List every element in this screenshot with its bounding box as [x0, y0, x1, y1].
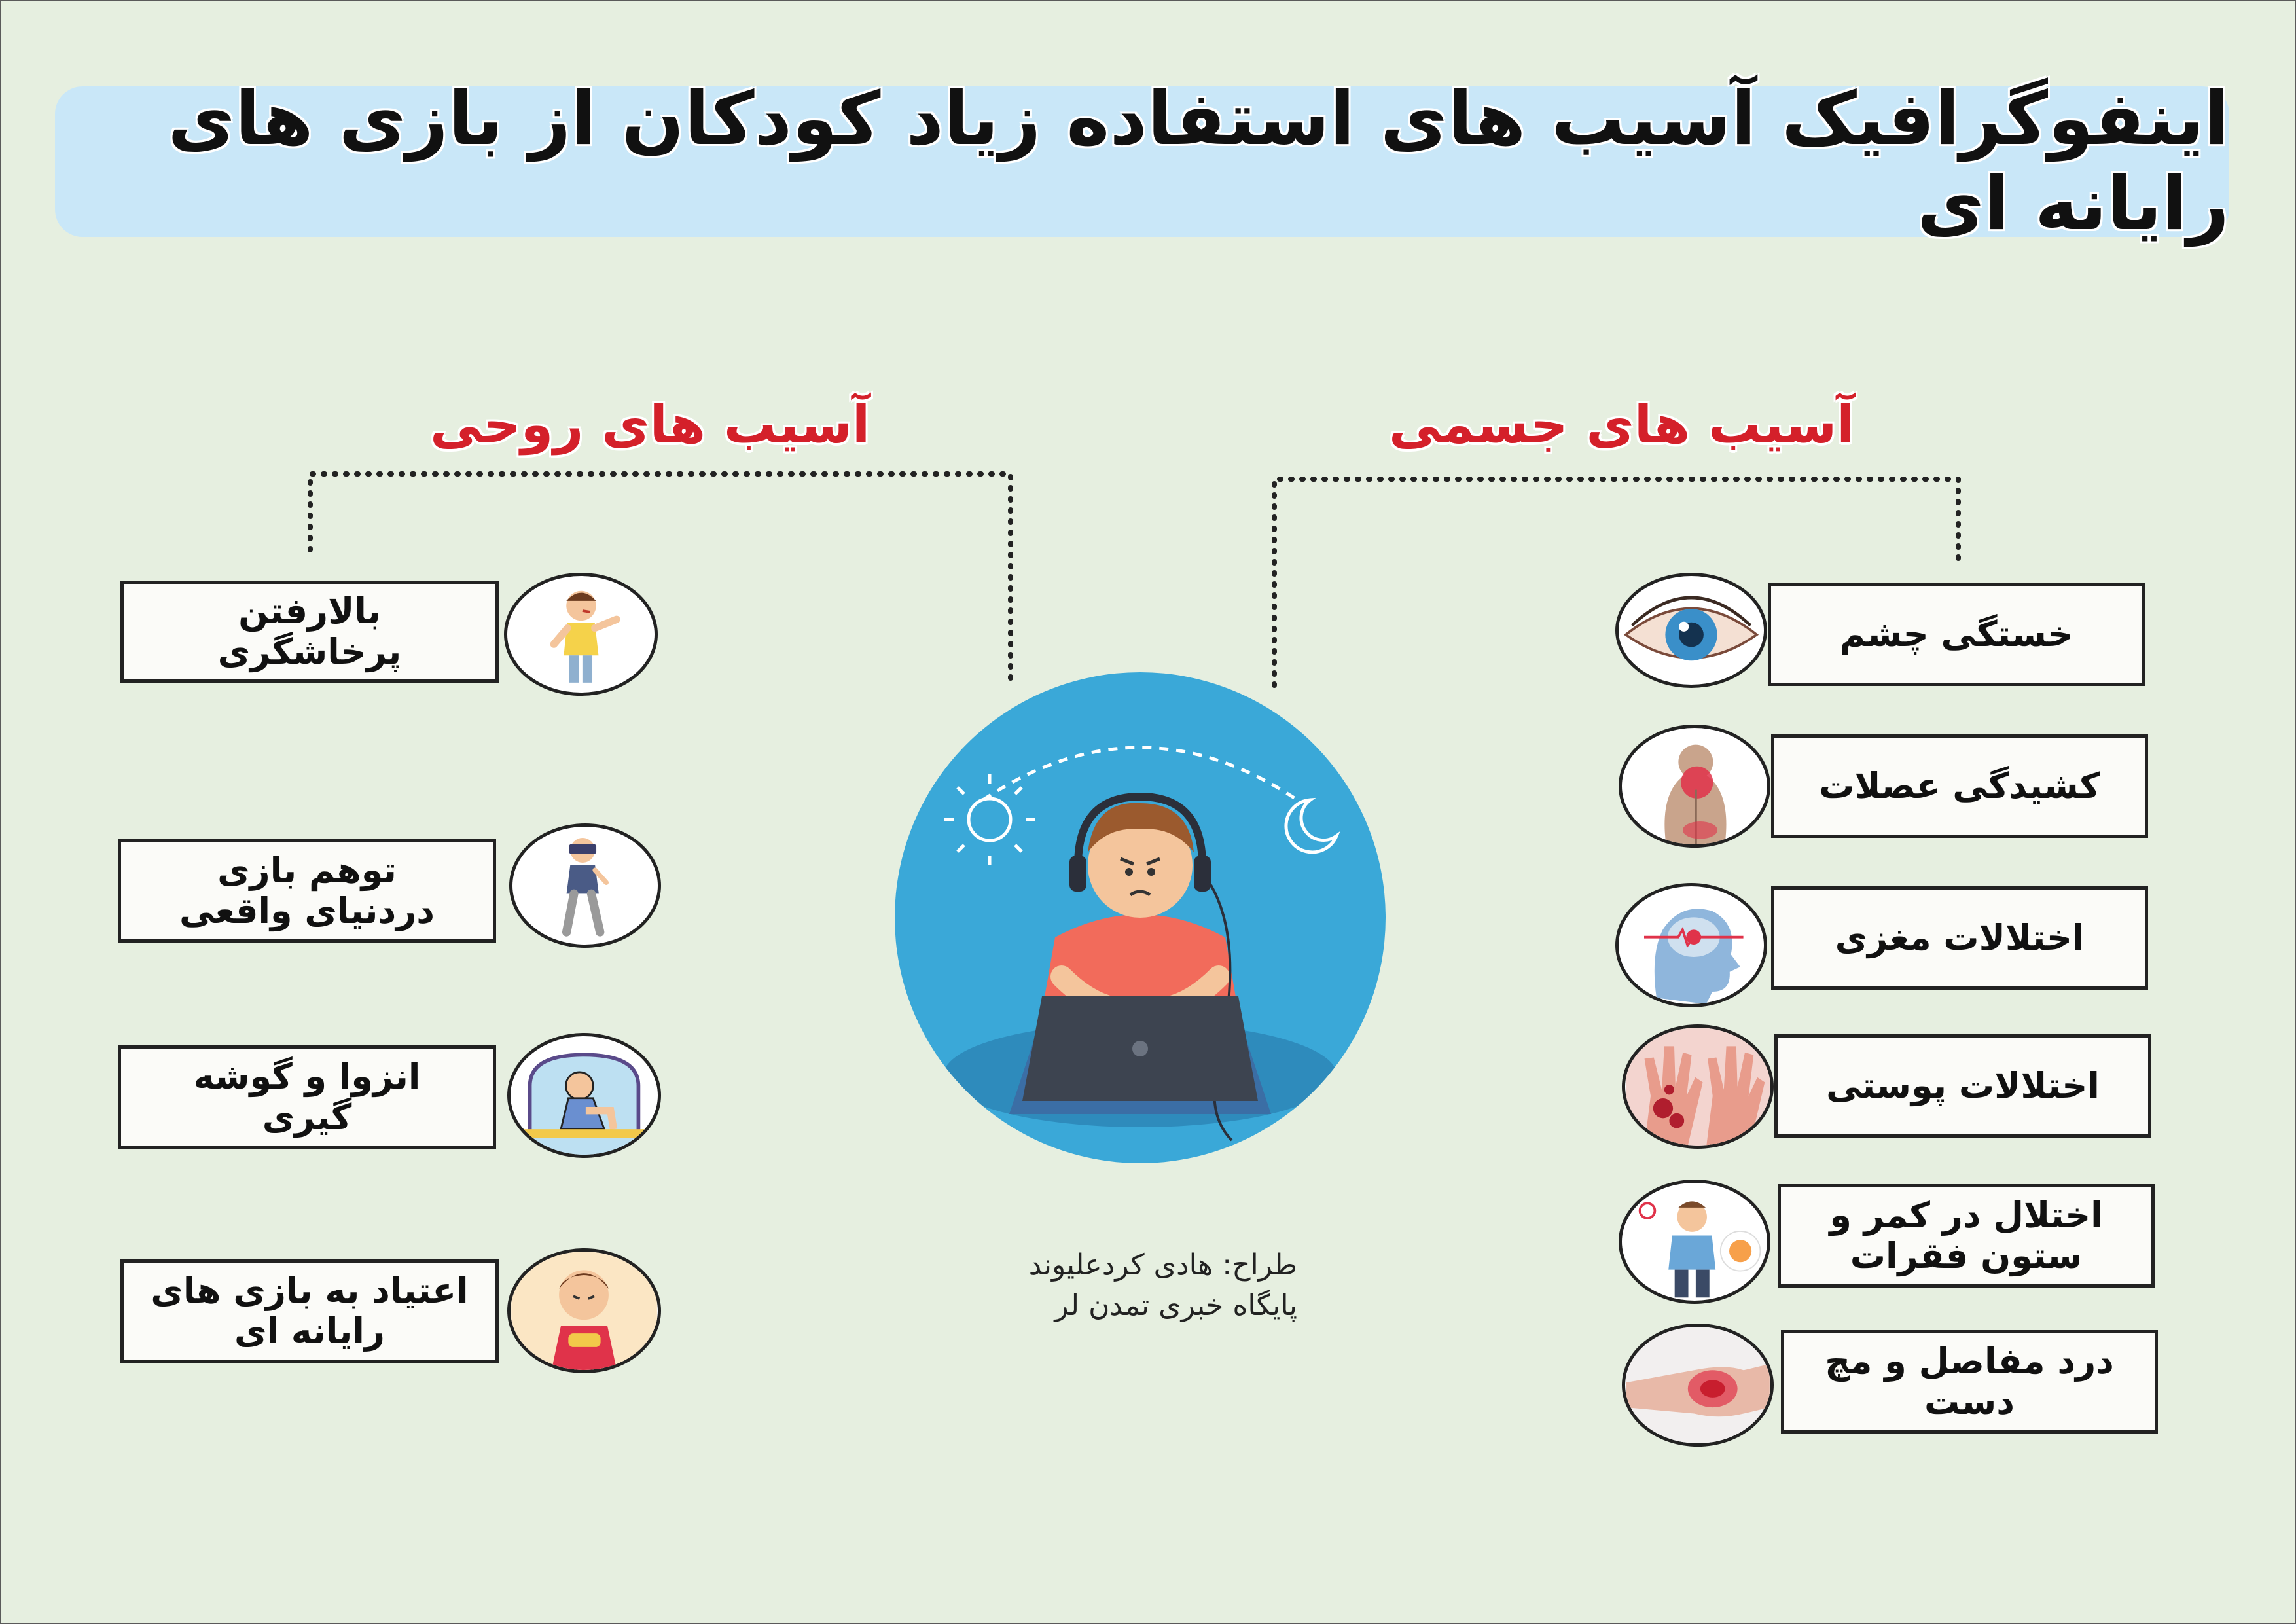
physical-item-4 [1774, 1034, 2151, 1138]
physical-item-2 [1771, 734, 2148, 838]
vr-child-icon [509, 823, 661, 948]
mental-item-3 [118, 1045, 496, 1149]
physical-section-title: آسیب های جسمی [1389, 394, 1855, 455]
wrist-pain-icon [1622, 1324, 1774, 1447]
eye-icon [1615, 573, 1767, 688]
physical-item-3 [1771, 886, 2148, 990]
physical-item-1-label: خستگی چشم [1839, 613, 2073, 655]
center-illustration [878, 669, 1402, 1166]
mental-item-3-label: انزوا و گوشه گیری [193, 1055, 421, 1138]
credit-source: پایگاه خبری تمدن لر [1054, 1288, 1297, 1322]
physical-item-6-label: درد مفاصل و مچ دست [1825, 1340, 2114, 1422]
credit-block [983, 1245, 1297, 1326]
physical-item-5-label: اختلال در کمر و ستون فقرات [1829, 1194, 2103, 1276]
brain-head-icon [1615, 883, 1767, 1007]
page-title: اینفوگرافیک آسیب های استفاده زیاد کودکان از بازی های رایانه ای [168, 77, 2229, 247]
mental-item-1 [120, 581, 499, 683]
back-muscle-icon [1619, 725, 1770, 848]
mental-item-4-label: اعتیاد به بازی های رایانه ای [151, 1269, 469, 1352]
credit-designer: طراح: هادی کردعلیوند [1028, 1248, 1297, 1282]
mental-item-1-label: بالارفتن پرخاشگری [217, 590, 402, 672]
physical-item-2-label: کشیدگی عصلات [1819, 765, 2100, 806]
gamer-child-icon [507, 1248, 661, 1373]
physical-item-5 [1778, 1184, 2155, 1288]
angry-child-icon [504, 573, 658, 696]
back-pain-icon [1619, 1180, 1770, 1304]
mental-item-2 [118, 839, 496, 943]
mental-item-2-label: توهم بازی دردنیای واقعی [179, 849, 435, 931]
skin-hands-icon [1622, 1024, 1774, 1149]
physical-item-4-label: اختلالات پوستی [1826, 1064, 2100, 1106]
mental-item-4 [120, 1259, 499, 1363]
mental-section-title: آسیب های روحی [430, 394, 870, 455]
physical-item-1 [1768, 583, 2145, 686]
physical-item-3-label: اختلالات مغزی [1835, 916, 2085, 958]
physical-item-6 [1781, 1330, 2158, 1434]
isolated-child-icon [507, 1033, 661, 1158]
